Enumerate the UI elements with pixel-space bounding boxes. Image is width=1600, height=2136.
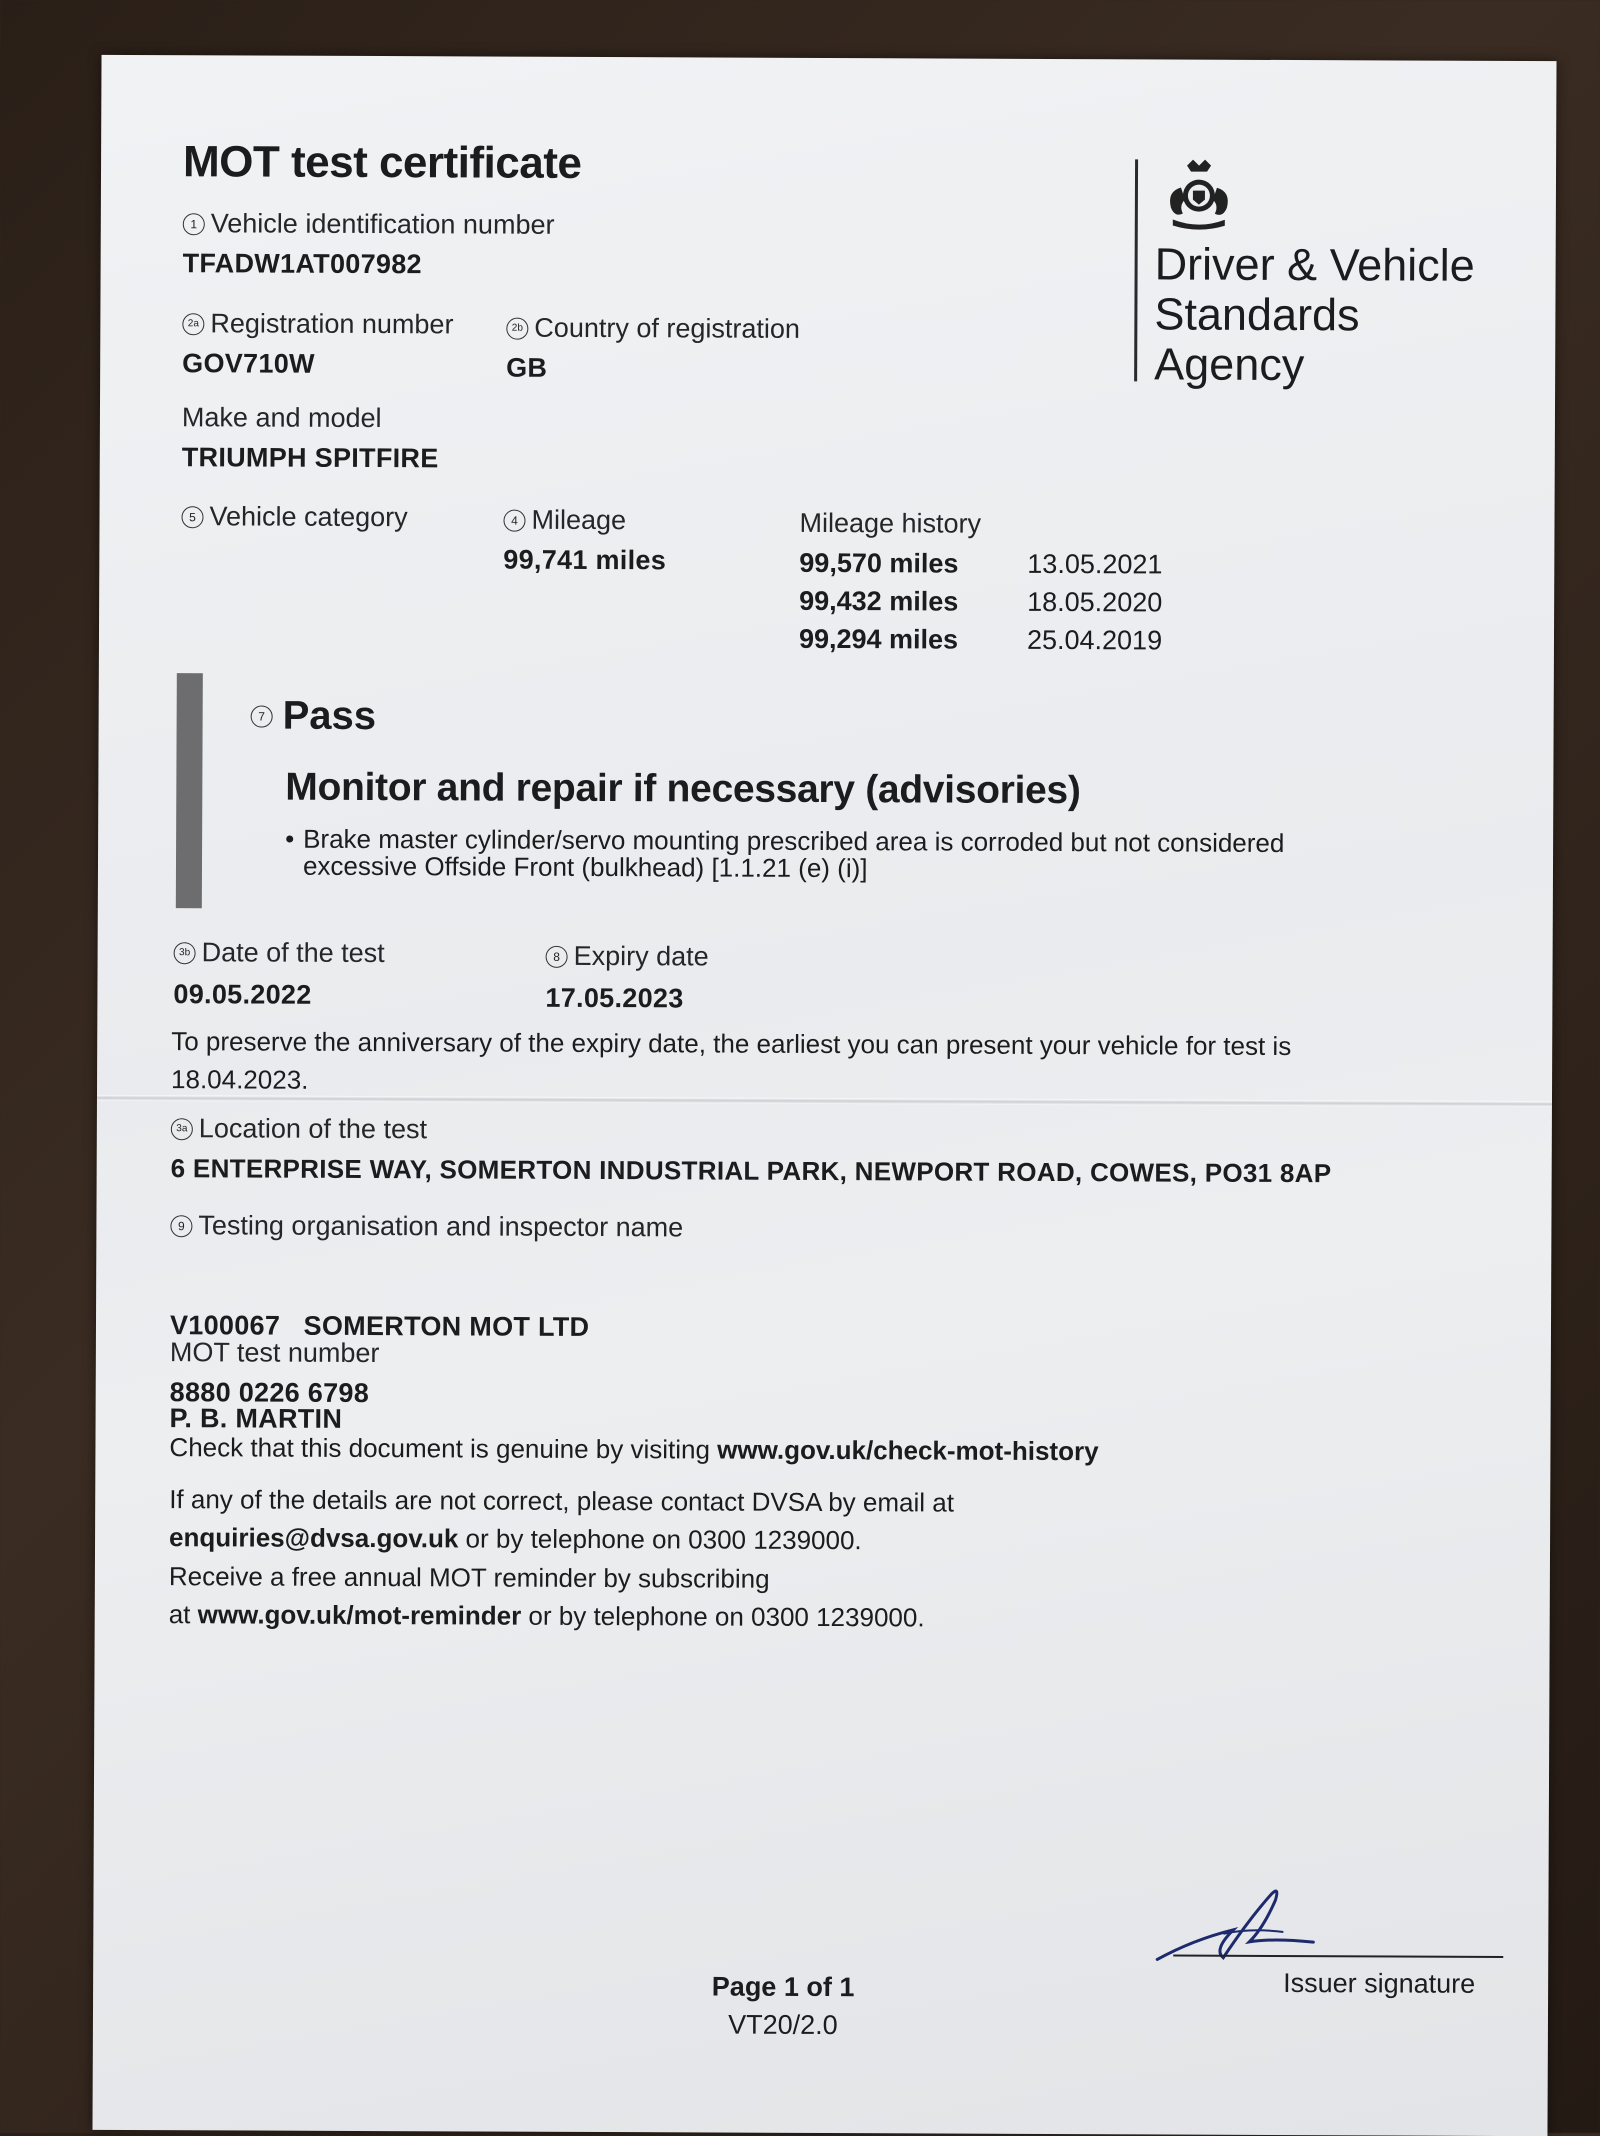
agency-line-2: Standards	[1154, 288, 1360, 341]
agency-line-1: Driver & Vehicle	[1154, 238, 1475, 291]
make-model-label: Make and model	[181, 402, 382, 434]
field-number-badge: 1	[183, 213, 205, 235]
preserve-notice	[171, 1022, 1511, 1104]
list-item	[799, 582, 1162, 622]
vehicle-category-label	[181, 501, 407, 533]
history-date: 25.04.2019	[1026, 624, 1163, 656]
form-code: VT20/2.0	[728, 2009, 838, 2041]
country-label	[506, 313, 800, 345]
contact-notice	[169, 1480, 954, 1559]
contact-line-1: If any of the details are not correct, please contact DVSA by email at	[169, 1484, 955, 1518]
field-number-badge: 2b	[506, 317, 528, 339]
test-date-label	[174, 937, 385, 969]
mileage-label	[503, 505, 626, 537]
preserve-line-2: 18.04.2023.	[170, 1064, 309, 1095]
logo-divider	[1134, 159, 1138, 381]
pass-status: Pass	[282, 693, 377, 739]
test-date-label-text: Date of the test	[201, 937, 385, 969]
reminder-notice	[169, 1557, 925, 1636]
reminder-line-1: Receive a free annual MOT reminder by subscribing	[168, 1561, 770, 1594]
expiry-date-value: 17.05.2023	[545, 982, 684, 1014]
organisation-label	[170, 1210, 683, 1243]
certificate-sheet	[92, 55, 1556, 2136]
registration-label-text: Registration number	[210, 308, 454, 340]
list-item	[799, 620, 1162, 660]
location-label	[171, 1113, 427, 1145]
vin-label-text: Vehicle identification number	[210, 208, 555, 240]
check-notice	[169, 1428, 1098, 1470]
advisory-line-1: Brake master cylinder/servo mounting prescribed area is corroded but not considered	[303, 823, 1285, 859]
make-model-value: TRIUMPH SPITFIRE	[181, 442, 439, 474]
field-number-badge: 7	[251, 705, 273, 727]
field-number-badge: 2a	[182, 313, 204, 335]
list-item	[799, 544, 1162, 584]
history-date: 13.05.2021	[1027, 548, 1163, 580]
agency-line-3: Agency	[1154, 338, 1305, 391]
history-date: 18.05.2020	[1027, 586, 1163, 618]
mileage-label-text: Mileage	[531, 504, 627, 536]
advisory-line-2: excessive Offside Front (bulkhead) [1.1.21 (e) (i)]	[302, 850, 868, 884]
contact-line-2: or by telephone on 0300 1239000.	[458, 1523, 862, 1556]
country-label-text: Country of registration	[534, 312, 801, 344]
dvsa-email-link[interactable]: enquiries@dvsa.gov.uk	[169, 1522, 459, 1554]
result-bar	[176, 673, 203, 908]
reminder-line-2: or by telephone on 0300 1239000.	[521, 1600, 925, 1633]
field-number-badge: 3b	[174, 942, 196, 964]
advisory-heading: Monitor and repair if necessary (advisories)	[285, 765, 1081, 813]
bullet-icon: •	[285, 823, 295, 854]
preserve-line-1: To preserve the anniversary of the expiry date, the earliest you can present your vehicle for test is	[171, 1026, 1292, 1062]
test-number-label: MOT test number	[169, 1337, 380, 1369]
field-number-badge: 5	[181, 506, 203, 528]
check-mot-history-link[interactable]: www.gov.uk/check-mot-history	[717, 1434, 1099, 1467]
history-miles: 99,432 miles	[799, 585, 959, 617]
field-number-badge: 8	[546, 945, 568, 967]
page-number: Page 1 of 1	[711, 1971, 855, 2003]
organisation-line-1: V100067 SOMERTON MOT LTD	[169, 1310, 590, 1342]
test-number-value: 8880 0226 6798	[169, 1377, 370, 1409]
mileage-history-list	[799, 544, 1163, 660]
vin-label	[183, 208, 555, 241]
page-title: MOT test certificate	[182, 137, 582, 188]
location-value: 6 ENTERPRISE WAY, SOMERTON INDUSTRIAL PARK, NEWPORT ROAD, COWES, PO31 8AP	[170, 1153, 1332, 1189]
royal-coat-of-arms-icon	[1157, 157, 1241, 233]
location-label-text: Location of the test	[198, 1113, 428, 1145]
vin-value: TFADW1AT007982	[182, 248, 422, 280]
expiry-date-label	[546, 941, 709, 973]
test-date-value: 09.05.2022	[173, 979, 312, 1010]
field-number-badge: 3a	[171, 1118, 193, 1140]
field-number-badge: 4	[503, 509, 525, 531]
check-text: Check that this document is genuine by visiting	[169, 1432, 718, 1465]
vehicle-category-label-text: Vehicle category	[209, 501, 408, 533]
field-number-badge: 9	[170, 1215, 192, 1237]
mileage-value: 99,741 miles	[503, 544, 667, 576]
history-miles: 99,294 miles	[798, 623, 959, 655]
expiry-date-label-text: Expiry date	[573, 940, 709, 972]
advisory-item	[285, 823, 1485, 885]
page-footer	[683, 1967, 883, 2044]
mileage-history-label: Mileage history	[799, 507, 982, 539]
registration-value: GOV710W	[182, 348, 315, 379]
signature-label: Issuer signature	[1283, 1968, 1476, 1999]
agency-name	[1154, 239, 1475, 390]
history-miles: 99,570 miles	[799, 547, 959, 579]
country-value: GB	[506, 352, 548, 383]
registration-label	[182, 308, 453, 340]
result-status	[251, 693, 377, 739]
mot-reminder-link[interactable]: www.gov.uk/mot-reminder	[197, 1599, 522, 1631]
reminder-prefix: at	[168, 1599, 198, 1630]
organisation-label-text: Testing organisation and inspector name	[198, 1210, 684, 1243]
inspector-name: P. B. MARTIN	[169, 1403, 343, 1434]
